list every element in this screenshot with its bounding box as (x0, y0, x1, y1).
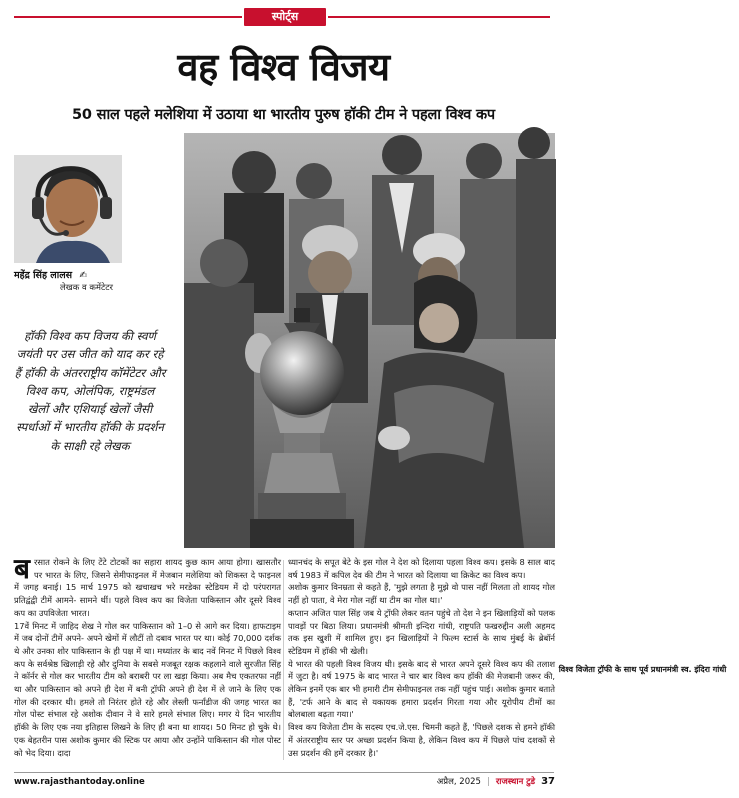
author-photo (14, 155, 122, 263)
author-role: लेखक व कमेंटेटर (60, 283, 114, 293)
body-paragraph: ध्यानचंद के सपूत बेटे के इस गोल ने देश को दिलाया पहला विश्व कप। इसके 8 साल बाद वर्ष 1983 में कपिल देव की टीम ने भारत को दिलाया था क्रिकेट का विश्व कप। (288, 557, 555, 580)
drop-cap: ब (14, 552, 30, 585)
body-paragraph: अशोक कुमार विनम्रता से कहते हैं, 'मुझे लगता है मुझे वो पास नहीं मिलता तो शायद गोल नहीं हो पाता, वे मेरा गोल नहीं था टीम का गोल था।' (288, 582, 555, 606)
subheadline: 50 साल पहले मलेशिया में उठाया था भारतीय पुरुष हॉकी टीम ने पहला विश्व कप (72, 107, 495, 123)
photo-caption: विश्व विजेता ट्रॉफी के साथ पूर्व प्रधानमंत्री स्व. इंदिरा गांधी (546, 662, 739, 678)
footer-date: अप्रैल, 2025 (436, 777, 481, 787)
author-name (14, 268, 174, 281)
trophy-photo-icon (184, 133, 555, 548)
body-column-left (14, 552, 281, 759)
footer-rule (14, 772, 554, 773)
footer-url-link[interactable]: www.rajasthantoday.online (14, 777, 145, 787)
section-header (0, 8, 567, 24)
section-rule-right (328, 16, 550, 18)
body-paragraph: रसात रोकने के लिए टेंटे टोटकों का सहारा शायद कुछ काम आया होगा। खासतौर पर भारत के लिए, जिसने सेमीफाइनल में मेजबान मलेशिया को शिकस्त दे फाइनल में जगह बनाई। 15 मार्च 1975 को खचाखच भरे मरडेका स्टेडियम में दो परंपरागत प्रतिद्वंद्वी टीमें आमने- सामने थीं। पहले विश्व कप का विजेता पाकिस्तान और दूसरे विश्व कप का उपविजेता भारत। (14, 557, 281, 618)
pull-quote: हॉकी विश्व कप विजय की स्वर्ण जयंती पर उस जीत को याद कर रहे हैं हॉकी के अंतरराष्ट्रीय कॉमेंटेटर और विश्व कप, ओलंपिक, राष्ट्रमंडल खेलों और एशियाई खेलों जैसी स्पर्धाओं में भारतीय हॉकी के प्रदर्शन के साक्षी रहे लेखक (14, 329, 166, 453)
footer-brand: राजस्थान टुडे (495, 777, 536, 787)
pen-nib-icon: ✍ (79, 270, 88, 281)
body-paragraph: विश्व कप विजेता टीम के सदस्य एच.जे.एस. चिमनी कहते हैं, 'पिछले दशक से हमने हॉकी में अंतरराष्ट्रीय स्तर पर अच्छा प्रदर्शन किया है, लेकिन विश्व कप में पिछले पांच दशकों से उस प्रदर्शन की हमें दरकार है।' (288, 722, 555, 758)
section-tag: स्पोर्ट्स (244, 8, 326, 26)
body-paragraph: ये भारत की पहली विश्व विजय थी। इसके बाद से भारत अपने दूसरे विश्व कप की तलाश में जुटा है। वर्ष 1975 के बाद भारत ने चार बार विश्व कप हॉकी की मेजबानी जरूर की, लेकिन इनमें एक बार भी हमारी टीम सेमीफाइनल तक नहीं पहुंच पाई। अशोक कुमार बताते हैं, 'टर्फ आने के बाद से यकायक हमारा प्रदर्शन गिरता गया और यूरोपीय टीमों का बोलबाला बढ़ता गया।' (288, 658, 555, 720)
author-name-text: महेंद्र सिंह लालस (14, 270, 73, 281)
column-divider (283, 560, 284, 760)
footer-separator: | (486, 776, 490, 787)
body-paragraph: कप्तान अजित पाल सिंह जब ये ट्रॉफी लेकर वतन पहुंचे तो देश ने इन खिलाड़ियों को पलक पावड़ों पर बिठा लिया। प्रधानमंत्री श्रीमती इन्दिरा गांधी, राष्ट्रपति फखरुद्दीन अली अहमद तक इस खुशी में शामिल हुए। इन खिलाड़ियों ने फिल्म स्टार्स के साथ मुंबई के ब्रेबॉर्न स्टेडियम में हॉकी भी खेली। (288, 607, 555, 656)
page-number: 37 (541, 776, 555, 787)
headline: वह विश्व विजय (177, 45, 390, 89)
body-column-right (288, 556, 555, 759)
section-rule-left (14, 16, 242, 18)
footer-meta (437, 776, 555, 787)
body-paragraph: 17वें मिनट में जाहिद शेख ने गोल कर पाकिस्तान को 1–0 से आगे कर दिया। हाफटाइम में जब दोनों टीमें अपने- अपने खेमों में लौटीं तो दबाव भारत पर था। कोई 70,000 दर्शक थे और उनका शोर पाकिस्तान के ही पक्ष में था। मध्यांतर के बाद नवें मिनट में पिछले विश्व कप के सर्वश्रेष्ठ खिलाड़ी रहे और दुनिया के सबसे मजबूत रक्षक कहलाने वाले सुरजीत सिंह ने कॉर्नर से गोल कर भारतीय टीम को बराबरी पर ला खड़ा किया। अब मैच एकतरफा नहीं था और पाकिस्तान को अपने ही देश में बनी ट्रॉफी अपने ही देश में ले जाने के लिए एक गोल की दरकार थी। हमले तो निरंतर होते रहे और लेस्ली फर्नांडीज की जगह भारत का गोल पोस्ट संभाल रहे अशोक दीवान ने वे सारे हमले संभाल लिए। मगर ये दिन भारतीय हॉकी के लिए एक नया इतिहास लिखने के लिए ही बना था शायद। 50 मिनट हो चुके थे। एक बेहतरीन पास अशोक कुमार की स्टिक पर आया और उन्होंने पाकिस्तान की गोल पोस्ट को भेद दिया। दादा (14, 620, 281, 758)
author-portrait-icon (14, 155, 122, 263)
